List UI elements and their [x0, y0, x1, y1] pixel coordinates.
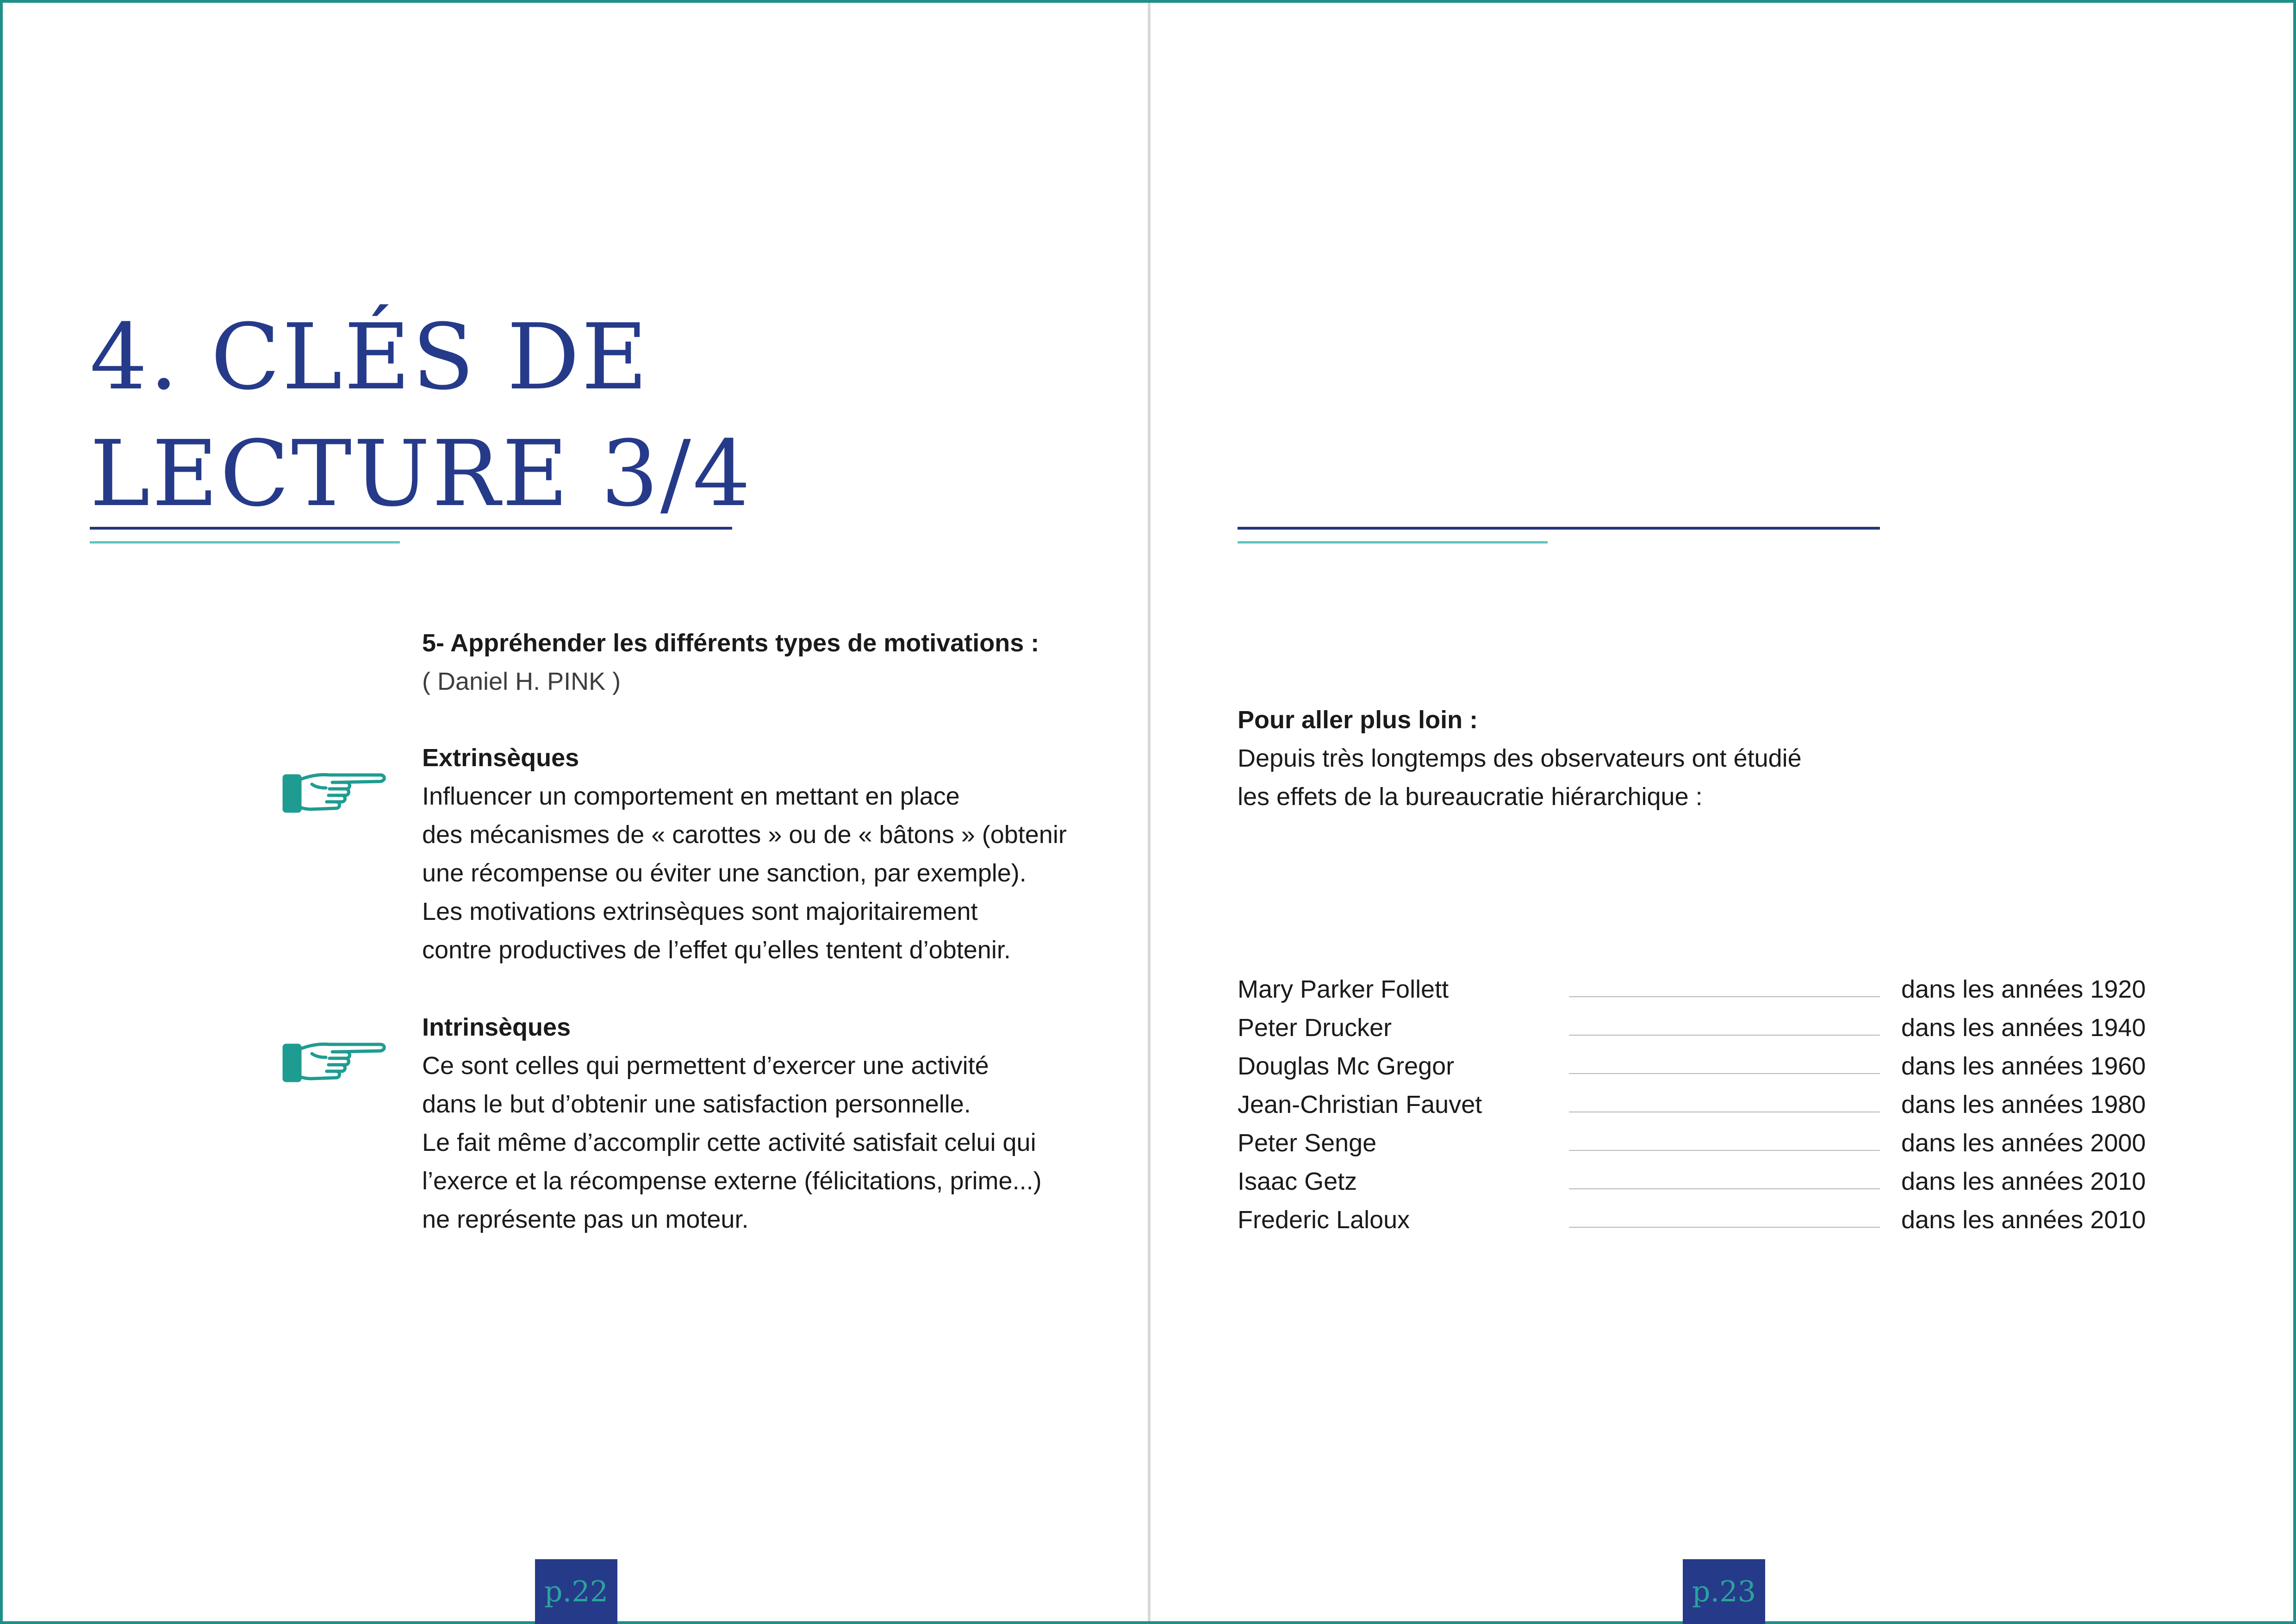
author-name: Frederic Laloux — [1238, 1206, 1410, 1234]
intrinsic-line-3: Le fait même d’accomplir cette activité satisfait celui qui — [422, 1129, 1036, 1156]
title-underline-navy — [90, 527, 732, 530]
author-name: Mary Parker Follett — [1238, 975, 1449, 1003]
extrinsic-heading: Extrinsèques — [422, 744, 579, 772]
dotted-leader-line — [1569, 996, 1880, 997]
list-item — [1238, 1009, 2163, 1047]
left-page — [3, 3, 1148, 1621]
chapter-title-line-1: 4. CLÉS DE — [90, 305, 650, 410]
intrinsic-line-4: l’exerce et la récompense externe (félicitations, prime...) — [422, 1167, 1042, 1195]
author-name: Douglas Mc Gregor — [1238, 1052, 1455, 1080]
list-item — [1238, 1047, 2163, 1086]
chapter-title — [90, 299, 753, 532]
right-page — [1151, 3, 2296, 1621]
extrinsic-block — [422, 739, 1135, 969]
intrinsic-heading: Intrinsèques — [422, 1013, 571, 1041]
dotted-leader-line — [1569, 1188, 1880, 1189]
author-period: dans les années 2010 — [1901, 1206, 2146, 1234]
dotted-leader-line — [1569, 1150, 1880, 1151]
list-item — [1238, 970, 2163, 1009]
author-period: dans les années 2000 — [1901, 1129, 2146, 1157]
further-line-1: Depuis très longtemps des observateurs ont étudié — [1238, 744, 1802, 772]
extrinsic-line-5: contre productives de l’effet qu’elles tentent d’obtenir. — [422, 936, 1011, 964]
further-line-2: les effets de la bureaucratie hiérarchique : — [1238, 783, 1703, 811]
list-item — [1238, 1124, 2163, 1162]
further-heading: Pour aller plus loin : — [1238, 706, 1478, 734]
author-name: Peter Senge — [1238, 1129, 1377, 1157]
extrinsic-line-1: Influencer un comportement en mettant en place — [422, 782, 960, 810]
dotted-leader-line — [1569, 1227, 1880, 1228]
section-intro — [422, 624, 1116, 701]
author-name: Jean-Christian Fauvet — [1238, 1091, 1482, 1118]
right-underline-teal — [1238, 541, 1548, 543]
pointing-hand-icon — [281, 1035, 388, 1091]
author-period: dans les années 1960 — [1901, 1052, 2146, 1080]
further-reading — [1238, 701, 2071, 816]
extrinsic-line-4: Les motivations extrinsèques sont majoritairement — [422, 898, 978, 925]
author-name: Peter Drucker — [1238, 1014, 1392, 1042]
intrinsic-line-5: ne représente pas un moteur. — [422, 1206, 749, 1233]
authors-list — [1238, 970, 2163, 1239]
dotted-leader-line — [1569, 1073, 1880, 1074]
list-item — [1238, 1162, 2163, 1201]
intrinsic-line-1: Ce sont celles qui permettent d’exercer une activité — [422, 1052, 989, 1080]
page-number-right: p.23 — [1683, 1559, 1765, 1624]
extrinsic-line-2: des mécanismes de « carottes » ou de « bâtons » (obtenir — [422, 821, 1067, 849]
intrinsic-line-2: dans le but d’obtenir une satisfaction personnelle. — [422, 1090, 971, 1118]
right-underline-navy — [1238, 527, 1880, 530]
author-name: Isaac Getz — [1238, 1168, 1357, 1195]
author-period: dans les années 2010 — [1901, 1168, 2146, 1195]
title-underline-teal — [90, 541, 400, 543]
author-period: dans les années 1920 — [1901, 975, 2146, 1003]
author-period: dans les années 1940 — [1901, 1014, 2146, 1042]
author-period: dans les années 1980 — [1901, 1091, 2146, 1118]
page-number-left: p.22 — [535, 1559, 617, 1624]
dotted-leader-line — [1569, 1035, 1880, 1036]
pointing-hand-icon — [281, 766, 388, 821]
intrinsic-block — [422, 1008, 1135, 1239]
extrinsic-line-3: une récompense ou éviter une sanction, par exemple). — [422, 859, 1027, 887]
list-item — [1238, 1201, 2163, 1239]
list-item — [1238, 1086, 2163, 1124]
chapter-title-line-2: LECTURE 3/4 — [90, 421, 753, 527]
section-heading: 5- Appréhender les différents types de motivations : — [422, 629, 1039, 657]
section-author: ( Daniel H. PINK ) — [422, 668, 621, 695]
